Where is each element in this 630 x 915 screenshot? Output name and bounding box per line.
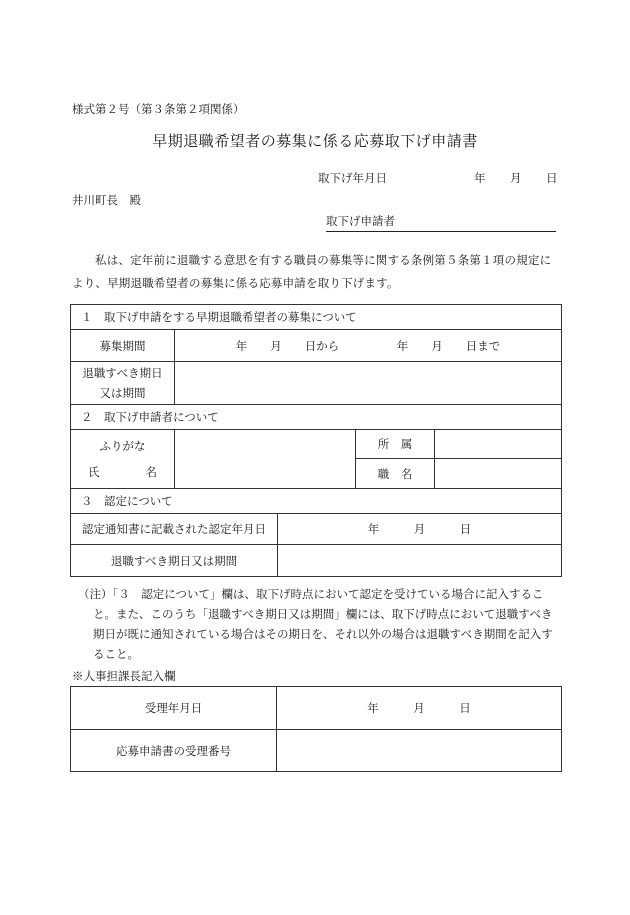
- retire-date-label-line1: 退職すべき期日: [82, 366, 163, 380]
- section-3-heading: ３ 認定について: [71, 489, 562, 514]
- received-date-value[interactable]: 年 月 日: [277, 687, 562, 730]
- furigana-label: ふりがな: [99, 439, 146, 453]
- declaration-text: 私は、定年前に退職する意思を有する職員の募集等に関する条例第５条第１項の規定により、早期退職希望者の募集に係る応募申請を取り下げます。: [72, 253, 552, 290]
- cert-retire-value[interactable]: [278, 545, 562, 577]
- cert-date-value[interactable]: 年 月 日: [278, 514, 562, 545]
- position-label: 職 名: [356, 459, 435, 489]
- withdrawal-date-day: 日: [546, 171, 558, 185]
- form-id: 様式第２号（第３条第２項関係）: [72, 102, 245, 116]
- position-value[interactable]: [435, 459, 562, 489]
- name-value[interactable]: [175, 430, 356, 489]
- retire-date-label-line2: 又は期間: [99, 386, 146, 400]
- received-date-label: 受理年月日: [71, 687, 277, 730]
- note: [78, 584, 560, 664]
- main-table: [70, 304, 562, 577]
- hr-section-heading: ※人事担課長記入欄: [72, 669, 176, 683]
- section-1-heading: １ 取下げ申請をする早期退職希望者の募集について: [71, 305, 562, 330]
- withdrawal-date-year: 年: [474, 171, 486, 185]
- withdrawal-date-line: [318, 170, 558, 186]
- withdrawal-date-month: 月: [510, 171, 522, 185]
- name-label: 氏 名: [88, 465, 157, 479]
- retire-date-label: [71, 362, 175, 405]
- affiliation-value[interactable]: [435, 430, 562, 459]
- receipt-no-value[interactable]: [277, 730, 562, 772]
- note-rest: と。また、このうち「退職すべき期日又は期間」欄には、取下げ時点において退職すべき期日が既に通知されている場合はその期日を、それ以外の場合は退職すべき期間を記入すること。: [93, 607, 553, 661]
- receipt-no-label: 応募申請書の受理番号: [71, 730, 277, 772]
- name-label-cell: [71, 430, 175, 489]
- withdrawal-date-label: 取下げ年月日: [318, 171, 387, 185]
- applicant-label: 取下げ申請者: [326, 214, 395, 228]
- retire-date-value[interactable]: [175, 362, 562, 405]
- addressee: 井川町長 殿: [72, 193, 141, 207]
- affiliation-label: 所 属: [356, 430, 435, 459]
- section-2-heading: ２ 取下げ申請者について: [71, 405, 562, 430]
- hr-table: [70, 686, 562, 772]
- recruitment-period-value[interactable]: 年 月 日から 年 月 日まで: [175, 330, 562, 362]
- applicant-line[interactable]: [326, 213, 556, 232]
- note-line1: （注）「３ 認定について」欄は、取下げ時点において認定を受けている場合に記入するこ: [78, 587, 544, 601]
- recruitment-period-label: 募集期間: [71, 330, 175, 362]
- cert-date-label: 認定通知書に記載された認定年月日: [71, 514, 278, 545]
- cert-retire-label: 退職すべき期日又は期間: [71, 545, 278, 577]
- form-title: 早期退職希望者の募集に係る応募取下げ申請書: [152, 132, 478, 150]
